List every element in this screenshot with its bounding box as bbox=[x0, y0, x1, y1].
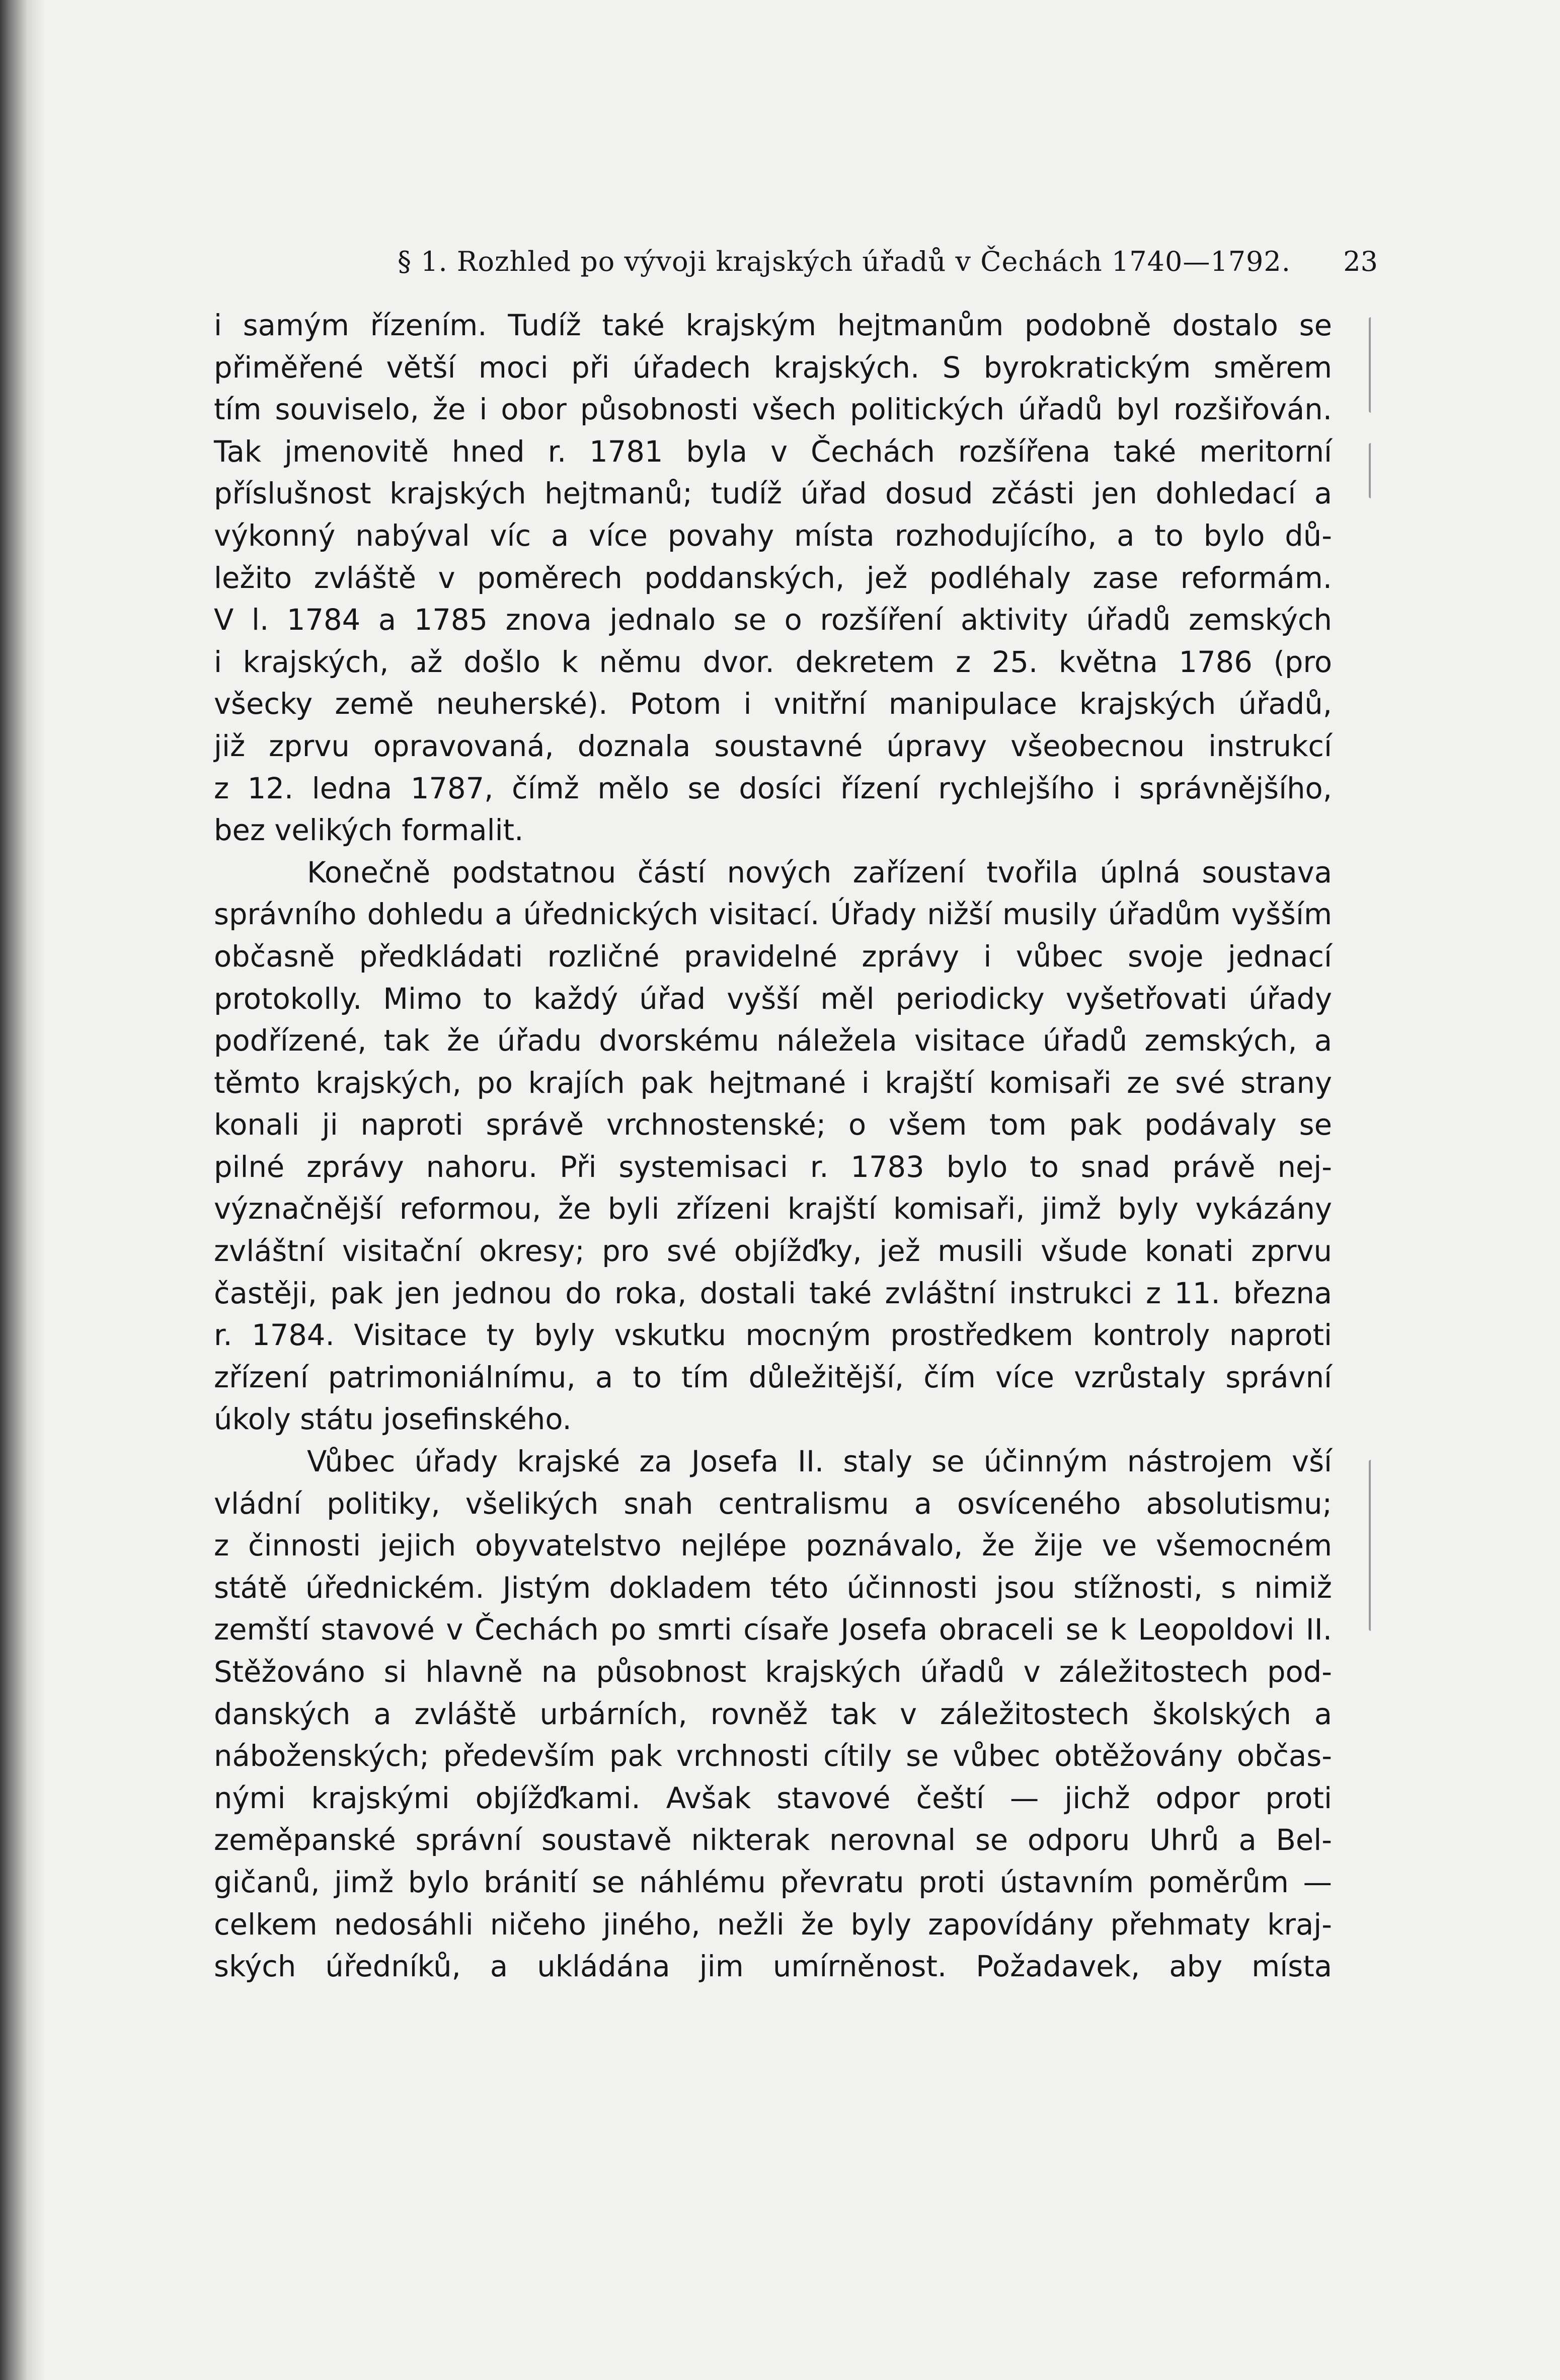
text-line: zemští stavové v Čechách po smrti císaře Josefa obraceli se k Leopoldovi II. bbox=[214, 1613, 1332, 1647]
text-line: r. 1784. Visitace ty byly vskutku mocným prostředkem kontroly naproti bbox=[214, 1318, 1332, 1353]
text-line: občasně předkládati rozličné pravidelné zprávy i vůbec svoje jednací bbox=[214, 939, 1332, 974]
text-line: bez velikých formalit. bbox=[214, 813, 524, 848]
paragraph-start-line: Konečně podstatnou částí nových zařízení tvořila úplná soustava bbox=[307, 855, 1332, 889]
text-line: význačnější reformou, že byli zřízeni krajští komisaři, jimž byly vykázány bbox=[214, 1192, 1332, 1226]
text-line: výkonný nabýval víc a více povahy místa rozhodujícího, a to bylo dů- bbox=[214, 518, 1332, 553]
header-title: § 1. Rozhled po vývoji krajských úřadů v Čechách 1740—1792. bbox=[398, 246, 1291, 277]
text-line: z 12. ledna 1787, čímž mělo se dosíci řízení rychlejšího i správnějšího, bbox=[214, 771, 1332, 805]
text-line: těmto krajských, po krajích pak hejtmané i krajští komisaři ze své strany bbox=[214, 1066, 1332, 1100]
text-line: zvláštní visitační okresy; pro své objížďky, jež musili všude konati zprvu bbox=[214, 1234, 1332, 1269]
text-line: již zprvu opravovaná, doznala soustavné úpravy všeobecnou instrukcí bbox=[214, 729, 1332, 763]
text-line: státě úřednickém. Jistým dokladem této účinnosti jsou stížnosti, s nimiž bbox=[214, 1571, 1332, 1605]
paragraph-start-line: Vůbec úřady krajské za Josefa II. staly se účinným nástrojem vší bbox=[307, 1445, 1332, 1479]
text-line: podřízené, tak že úřadu dvorskému náležela visitace úřadů zemských, a bbox=[214, 1024, 1332, 1058]
text-line: nými krajskými objížďkami. Avšak stavové čeští — jichž odpor proti bbox=[214, 1781, 1332, 1815]
text-line: i samým řízením. Tudíž také krajským hejtmanům podobně dostalo se bbox=[214, 309, 1332, 342]
text-line: tím souviselo, že i obor působnosti všech politických úřadů byl rozšiřován. bbox=[214, 393, 1332, 427]
text-line: ležito zvláště v poměrech poddanských, jež podléhaly zase reformám. bbox=[214, 561, 1332, 595]
running-header bbox=[262, 246, 1378, 286]
text-line: Stěžováno si hlavně na působnost krajských úřadů v záležitostech pod- bbox=[214, 1655, 1332, 1689]
text-line: gičanů, jimž bylo bránití se náhlému převratu proti ústavním poměrům — bbox=[214, 1865, 1332, 1899]
margin-pencil-mark bbox=[1369, 443, 1371, 498]
text-line: častěji, pak jen jednou do roka, dostali také zvláštní instrukci z 11. března bbox=[214, 1276, 1332, 1310]
margin-pencil-mark bbox=[1369, 1460, 1371, 1631]
page-binding-edge bbox=[0, 0, 45, 2380]
margin-pencil-mark bbox=[1369, 317, 1371, 413]
text-line: konali ji naproti správě vrchnostenské; o všem tom pak podávaly se bbox=[214, 1108, 1332, 1142]
book-page bbox=[45, 0, 1560, 2380]
text-line: úkoly státu josefinského. bbox=[214, 1402, 572, 1437]
text-line: příslušnost krajských hejtmanů; tudíž úřad dosud zčásti jen dohledací a bbox=[214, 477, 1332, 511]
text-line: správního dohledu a úřednických visitací. Úřady nižší musily úřadům vyšším bbox=[214, 898, 1332, 932]
text-line: zeměpanské správní soustavě nikterak nerovnal se odporu Uhrů a Bel- bbox=[214, 1823, 1332, 1857]
page-number: 23 bbox=[1343, 246, 1378, 277]
text-line: Tak jmenovitě hned r. 1781 byla v Čechách rozšířena také meritorní bbox=[214, 434, 1332, 469]
body-text bbox=[214, 305, 1332, 1988]
text-line: zřízení patrimoniálnímu, a to tím důležitější, čím více vzrůstaly správní bbox=[214, 1360, 1332, 1394]
text-line: všecky země neuherské). Potom i vnitřní manipulace krajských úřadů, bbox=[214, 687, 1332, 721]
text-line: pilné zprávy nahoru. Při systemisaci r. 1783 bylo to snad právě nej- bbox=[214, 1150, 1332, 1184]
text-line: i krajských, až došlo k němu dvor. dekretem z 25. května 1786 (pro bbox=[214, 645, 1332, 679]
text-line: ských úředníků, a ukládána jim umírněnost. Požadavek, aby místa bbox=[214, 1950, 1332, 1984]
text-line: celkem nedosáhli ničeho jiného, nežli že byly zapovídány přehmaty kraj- bbox=[214, 1907, 1332, 1942]
text-line: danských a zvláště urbárních, rovněž tak v záležitostech školských a bbox=[214, 1697, 1332, 1731]
text-line: z činnosti jejich obyvatelstvo nejlépe poznávalo, že žije ve všemocném bbox=[214, 1529, 1332, 1563]
text-line: V l. 1784 a 1785 znova jednalo se o rozšíření aktivity úřadů zemských bbox=[214, 603, 1332, 637]
text-line: protokolly. Mimo to každý úřad vyšší měl periodicky vyšetřovati úřady bbox=[214, 982, 1332, 1016]
text-line: náboženských; především pak vrchnosti cítily se vůbec obtěžovány občas- bbox=[214, 1739, 1332, 1773]
text-line: přiměřené větší moci při úřadech krajských. S byrokratickým směrem bbox=[214, 350, 1332, 385]
text-line: vládní politiky, všelikých snah centralismu a osvíceného absolutismu; bbox=[214, 1486, 1332, 1521]
